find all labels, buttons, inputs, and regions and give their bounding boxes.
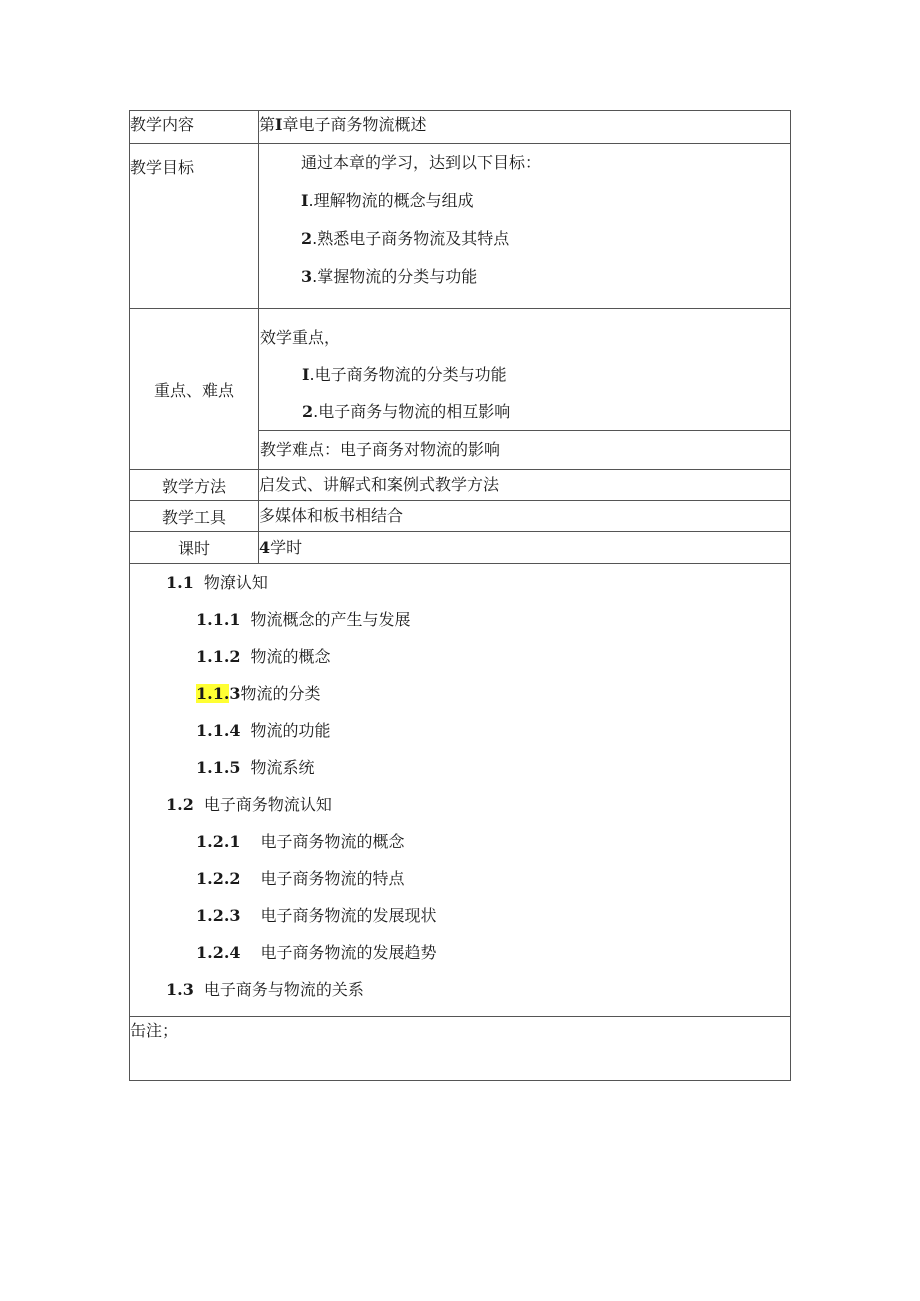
keypoints-block [259,309,790,430]
outline-text: 电子商务物流的发展现状 [260,906,437,925]
outline-number: 1.3 [166,980,194,999]
outline-number: 1.2.4 [196,943,241,962]
outline-number: 3 [229,684,241,703]
row-keypoints [130,309,791,470]
goal-number: 3 [301,267,313,286]
keypoint-number: I [302,365,310,384]
outline-text: 物流系统 [250,758,315,777]
lesson-plan-table [129,110,791,1081]
outline-text: 电子商务物流的发展趋势 [260,943,437,962]
outline-number: 1.2.1 [196,832,241,851]
outline-text: 物流的概念 [250,647,331,666]
outline-number: 1.2.3 [196,906,241,925]
outline-text: 电子商务物流的特点 [260,869,405,888]
content-title: 章电子商务物流概述 [282,115,427,134]
hours-value [259,532,791,564]
row-content [130,111,791,144]
hours-number: 4 [259,537,271,557]
outline-text: 电子商务物流认知 [203,795,332,814]
row-goals [130,144,791,309]
hours-unit: 学时 [270,537,303,557]
goal-text: .理解物流的概念与组成 [308,191,474,210]
goal-text: .掌握物流的分类与功能 [312,267,478,286]
keypoint-text: .电子商务与物流的相互影响 [313,402,511,421]
outline-number: 1.1.4 [196,721,241,740]
content-pre: 第 [259,115,276,134]
outline-item [130,897,790,934]
outline-item [130,712,790,749]
keypoints-label: 重点、难点 [130,309,259,470]
method-label: 敦学方法 [130,470,259,501]
outline-item [130,675,790,712]
content-label: 教学内容 [130,111,259,144]
outline-number: 1.1.1 [196,610,241,629]
outline-number: 1.1.5 [196,758,241,777]
keypoint-item [260,356,790,393]
keypoint-number: 2 [302,402,314,421]
outline-text: 物潦认知 [203,573,268,592]
row-tools [130,501,791,532]
outline-item [130,601,790,638]
chapter-number: I [275,115,283,134]
keypoint-text: .电子商务物流的分类与功能 [309,365,507,384]
row-note [130,1017,791,1081]
row-hours [130,532,791,564]
outline-text: 电子商务物流的概念 [260,832,405,851]
goal-item [259,258,790,296]
difficulty-text: 教学难点：电子商务对物流的影响 [259,430,790,469]
outline-number: 1.1.2 [196,647,241,666]
hours-label: 课时 [130,532,259,564]
goal-number: I [301,191,309,210]
outline-item [130,638,790,675]
outline-item [130,823,790,860]
outline-number: 1.2 [166,795,194,814]
keypoints-cell [259,309,791,470]
row-outline [130,564,791,1017]
goals-intro: 通过本章的学习，达到以下目标： [301,153,542,172]
row-method [130,470,791,501]
goal-item [259,182,790,220]
outline-item [130,564,790,601]
outline-text: 物流的功能 [250,721,331,740]
outline-item [130,934,790,971]
outline-text: 物流的分类 [240,684,321,703]
keypoint-item [260,393,790,430]
goal-text: .熟悉电子商务物流及其特点 [312,229,510,248]
content-value [259,111,791,144]
goal-item [259,220,790,258]
outline-item [130,860,790,897]
outline-text: 电子商务与物流的关系 [203,980,364,999]
note-label: 缶注； [130,1017,791,1081]
keypoints-title: 效学重点， [260,328,341,347]
tools-label: 教学工具 [130,501,259,532]
method-value: 启发式、讲解式和案例式教学方法 [259,470,791,501]
outline-number: 1.1 [166,573,194,592]
tools-value: 多媒体和板书相结合 [259,501,791,532]
outline-number: 1.2.2 [196,869,241,888]
goal-number: 2 [301,229,313,248]
outline-item [130,786,790,823]
highlighted-number: 1.1. [196,684,230,703]
outline-cell [130,564,791,1017]
outline-text: 物流概念的产生与发展 [250,610,411,629]
outline-item [130,749,790,786]
goals-cell [259,144,791,309]
outline-item [130,971,790,1008]
goals-label: 教学目标 [130,144,259,309]
